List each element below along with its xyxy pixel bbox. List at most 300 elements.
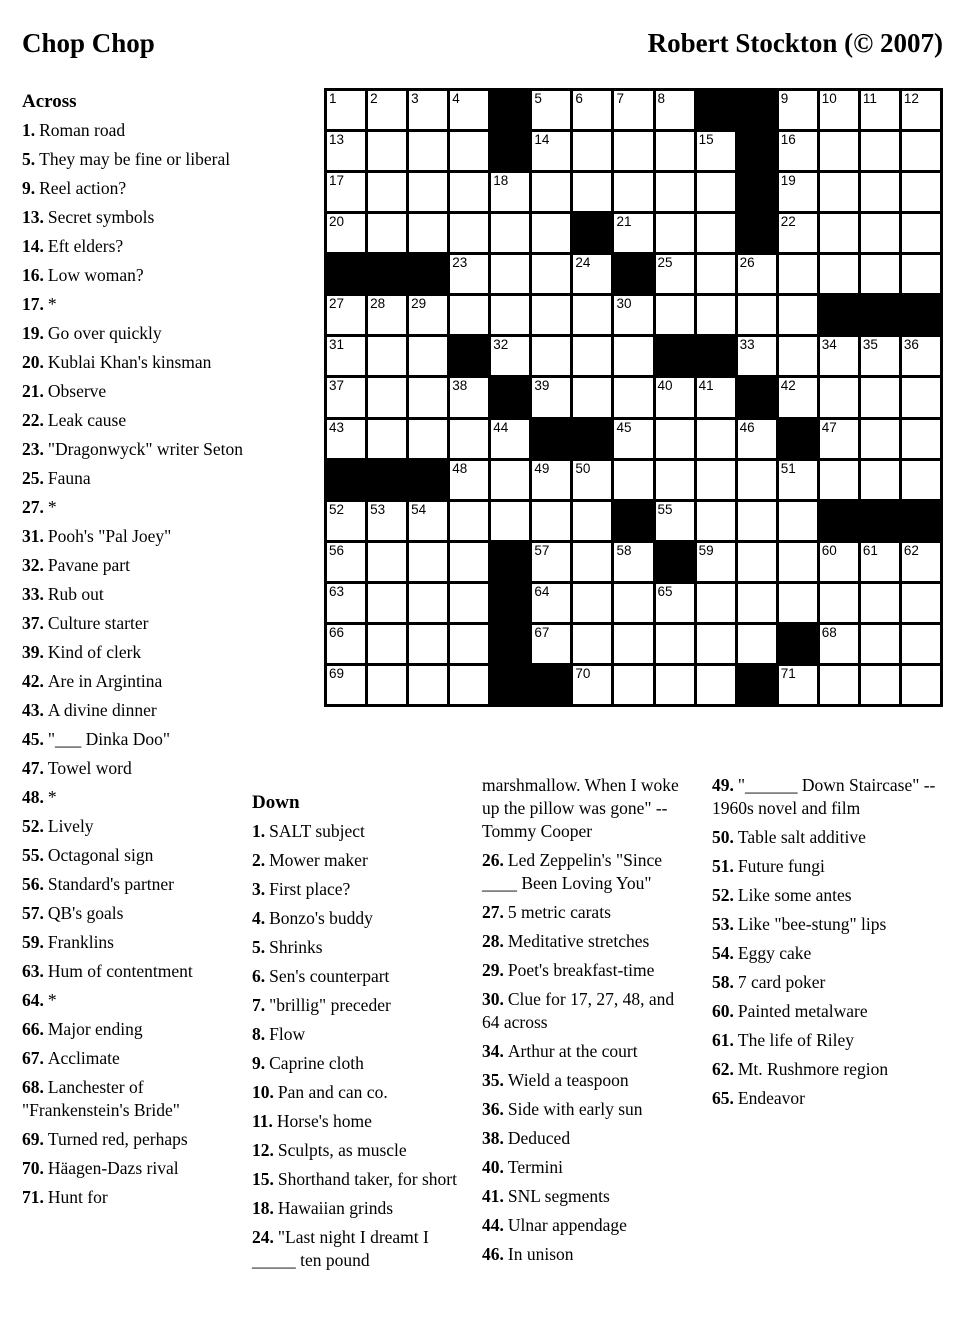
across-clue-68 [22,1076,252,1122]
grid-cell-r9c5[interactable] [491,420,529,458]
down-clue-46 [482,1243,694,1266]
grid-cell-r12c14[interactable] [861,543,899,581]
grid-cell-r2c9[interactable] [656,132,694,170]
grid-cell-r12c4[interactable] [450,543,488,581]
grid-cell-r7c11[interactable] [738,337,776,375]
grid-cell-r7c13[interactable] [820,337,858,375]
grid-cell-r15c3[interactable] [409,666,447,704]
grid-cell-r9c9[interactable] [656,420,694,458]
grid-cell-r7c2[interactable] [368,337,406,375]
down-clue-list-1 [252,820,468,1272]
grid-cell-r6c1[interactable] [327,296,365,334]
grid-cell-r6c8[interactable] [614,296,652,334]
cell-number: 66 [329,624,345,640]
down-clue-list-2 [482,774,694,1266]
grid-cell-r12c13[interactable] [820,543,858,581]
grid-cell-r3c2[interactable] [368,173,406,211]
grid-cell-r15c13[interactable] [820,666,858,704]
clue-number: 36. [482,1099,504,1119]
grid-cell-r6c4[interactable] [450,296,488,334]
cell-number: 59 [698,542,714,558]
grid-cell-r6c11[interactable] [738,296,776,334]
grid-cell-r5c10[interactable] [697,255,735,293]
grid-cell-r13c15[interactable] [902,584,940,622]
grid-cell-r5c13[interactable] [820,255,858,293]
grid-cell-r11c7[interactable] [573,502,611,540]
grid-cell-r6c6[interactable] [532,296,570,334]
grid-cell-r10c7[interactable] [573,461,611,499]
grid-cell-r13c1[interactable] [327,584,365,622]
grid-cell-r11c11[interactable] [738,502,776,540]
clue-number: 40. [482,1157,504,1177]
across-clue-23 [22,438,252,461]
clue-number: 59. [22,932,44,952]
clue-number: 64. [22,990,44,1010]
grid-cell-r4c6[interactable] [532,214,570,252]
down-clue-54 [712,942,944,965]
grid-cell-r13c2[interactable] [368,584,406,622]
grid-cell-r3c15[interactable] [902,173,940,211]
grid-cell-r12c3[interactable] [409,543,447,581]
clue-number: 31. [22,526,44,546]
clue-text: Hum of contentment [47,961,193,981]
grid-cell-r2c12[interactable] [779,132,817,170]
grid-cell-r11c2[interactable] [368,502,406,540]
down-clue-53 [712,913,944,936]
grid-cell-r12c8[interactable] [614,543,652,581]
grid-cell-r3c5[interactable] [491,173,529,211]
down-clue-list-3 [712,774,944,1110]
grid-cell-r4c14[interactable] [861,214,899,252]
grid-cell-r15c1[interactable] [327,666,365,704]
grid-cell-r15c8[interactable] [614,666,652,704]
grid-cell-r13c13[interactable] [820,584,858,622]
grid-cell-r10c12[interactable] [779,461,817,499]
clue-number: 37. [22,613,44,633]
grid-cell-r3c1[interactable] [327,173,365,211]
grid-cell-r5c3 [409,255,447,293]
cell-number: 29 [411,296,427,312]
grid-cell-r5c5[interactable] [491,255,529,293]
across-clue-17 [22,293,252,316]
clue-text: "brillig" preceder [269,995,391,1015]
clue-text: Major ending [47,1019,143,1039]
clue-number: 1. [22,120,36,140]
grid-cell-r7c12[interactable] [779,337,817,375]
grid-cell-r10c9[interactable] [656,461,694,499]
grid-cell-r7c6[interactable] [532,337,570,375]
clue-number: 58. [712,972,734,992]
grid-cell-r5c7[interactable] [573,255,611,293]
grid-cell-r3c13[interactable] [820,173,858,211]
down-clue-60 [712,1000,944,1023]
across-clue-71 [22,1186,252,1209]
grid-cell-r2c1[interactable] [327,132,365,170]
grid-cell-r7c8[interactable] [614,337,652,375]
across-clue-37 [22,612,252,635]
cell-number: 7 [616,91,624,106]
across-clue-39 [22,641,252,664]
grid-cell-r4c8[interactable] [614,214,652,252]
cell-number: 34 [821,337,837,353]
clue-number: 19. [22,323,44,343]
down-clue-62 [712,1058,944,1081]
across-clue-31 [22,525,252,548]
grid-cell-r12c12[interactable] [779,543,817,581]
grid-cell-r5c12[interactable] [779,255,817,293]
cell-number: 30 [616,296,632,312]
grid-cell-r9c11[interactable] [738,420,776,458]
grid-cell-r10c6[interactable] [532,461,570,499]
clue-number: 27. [22,497,44,517]
grid-cell-r6c7[interactable] [573,296,611,334]
down-clue-49 [712,774,944,820]
grid-cell-r7c15[interactable] [902,337,940,375]
grid-cell-r5c4[interactable] [450,255,488,293]
grid-cell-r10c13[interactable] [820,461,858,499]
clue-number: 52. [22,816,44,836]
cell-number: 69 [329,665,345,681]
cell-number: 14 [534,132,550,148]
grid-cell-r15c14[interactable] [861,666,899,704]
grid-cell-r7c9 [656,337,694,375]
grid-cell-r10c10[interactable] [697,461,735,499]
grid-cell-r6c2[interactable] [368,296,406,334]
cell-number: 25 [657,255,673,271]
grid-cell-r5c11[interactable] [738,255,776,293]
clue-text: The life of Riley [737,1030,855,1050]
cell-number: 46 [739,419,755,435]
grid-cell-r3c8[interactable] [614,173,652,211]
grid-cell-r13c5 [491,584,529,622]
grid-cell-r8c13[interactable] [820,378,858,416]
clue-text: * [47,497,57,517]
grid-cell-r4c2[interactable] [368,214,406,252]
grid-cell-r11c9[interactable] [656,502,694,540]
down-clue-29 [482,959,694,982]
down-clue-18 [252,1197,468,1220]
down-clue-4 [252,907,468,930]
grid-cell-r10c14[interactable] [861,461,899,499]
across-clues-column [22,90,252,1215]
across-clue-48 [22,786,252,809]
clue-text: Flow [269,1024,306,1044]
grid-cell-r15c2[interactable] [368,666,406,704]
grid-cell-r3c12[interactable] [779,173,817,211]
down-clue-40 [482,1156,694,1179]
grid-cell-r13c3[interactable] [409,584,447,622]
cell-number: 53 [370,501,386,517]
cell-number: 63 [329,583,345,599]
clue-text: Poet's breakfast-time [507,960,655,980]
grid-cell-r3c9[interactable] [656,173,694,211]
grid-cell-r2c15[interactable] [902,132,940,170]
grid-cell-r4c1[interactable] [327,214,365,252]
grid-cell-r2c10[interactable] [697,132,735,170]
clue-text: Mt. Rushmore region [737,1059,889,1079]
grid-cell-r13c14[interactable] [861,584,899,622]
across-clue-69 [22,1128,252,1151]
grid-cell-r1c13[interactable] [820,91,858,129]
grid-cell-r15c9[interactable] [656,666,694,704]
grid-cell-r8c3[interactable] [409,378,447,416]
grid-cell-r7c3[interactable] [409,337,447,375]
cell-number: 22 [780,214,796,230]
grid-cell-r1c6[interactable] [532,91,570,129]
grid-cell-r13c10[interactable] [697,584,735,622]
grid-cell-r7c1[interactable] [327,337,365,375]
grid-cell-r4c3[interactable] [409,214,447,252]
grid-cell-r8c5 [491,378,529,416]
down-header: Down [252,792,300,813]
clue-text: Roman road [39,120,126,140]
cell-number: 5 [534,91,542,106]
cell-number: 12 [903,91,919,106]
grid-cell-r12c1[interactable] [327,543,365,581]
grid-cell-r1c8[interactable] [614,91,652,129]
grid-cell-r7c14[interactable] [861,337,899,375]
grid-cell-r4c12[interactable] [779,214,817,252]
clue-text: Low woman? [47,265,144,285]
grid-cell-r15c4[interactable] [450,666,488,704]
cell-number: 68 [821,624,837,640]
puzzle-byline: Robert Stockton (© 2007) [647,28,943,58]
grid-cell-r2c8[interactable] [614,132,652,170]
grid-cell-r15c12[interactable] [779,666,817,704]
grid-cell-r14c1[interactable] [327,625,365,663]
clue-number: 60. [712,1001,734,1021]
grid-cell-r9c3[interactable] [409,420,447,458]
cell-number: 39 [534,378,550,394]
grid-cell-r1c4[interactable] [450,91,488,129]
grid-cell-r6c3[interactable] [409,296,447,334]
grid-cell-r1c1[interactable] [327,91,365,129]
grid-cell-r4c4[interactable] [450,214,488,252]
across-clue-43 [22,699,252,722]
grid-cell-r4c9[interactable] [656,214,694,252]
clue-text: Shorthand taker, for short [277,1169,457,1189]
grid-cell-r3c4[interactable] [450,173,488,211]
grid-cell-r12c6[interactable] [532,543,570,581]
cell-number: 57 [534,542,550,558]
clue-number: 34. [482,1041,504,1061]
grid-cell-r11c5[interactable] [491,502,529,540]
grid-cell-r9c2[interactable] [368,420,406,458]
grid-cell-r4c10[interactable] [697,214,735,252]
grid-cell-r11c6[interactable] [532,502,570,540]
cell-number: 23 [452,255,468,271]
grid-cell-r5c6[interactable] [532,255,570,293]
grid-cell-r9c10[interactable] [697,420,735,458]
grid-cell-r14c2[interactable] [368,625,406,663]
grid-cell-r13c9[interactable] [656,584,694,622]
grid-cell-r12c10[interactable] [697,543,735,581]
grid-cell-r11c3[interactable] [409,502,447,540]
grid-cell-r7c7[interactable] [573,337,611,375]
down-clue-50 [712,826,944,849]
grid-cell-r12c15[interactable] [902,543,940,581]
grid-cell-r4c13[interactable] [820,214,858,252]
grid-cell-r4c5[interactable] [491,214,529,252]
grid-cell-r3c3[interactable] [409,173,447,211]
grid-cell-r8c12[interactable] [779,378,817,416]
grid-cell-r15c11 [738,666,776,704]
across-clue-63 [22,960,252,983]
clue-text: * [47,990,57,1010]
grid-cell-r1c15[interactable] [902,91,940,129]
grid-cell-r14c6[interactable] [532,625,570,663]
grid-cell-r6c12[interactable] [779,296,817,334]
grid-cell-r9c8[interactable] [614,420,652,458]
grid-cell-r10c3 [409,461,447,499]
grid-cell-r6c5[interactable] [491,296,529,334]
grid-cell-r13c11[interactable] [738,584,776,622]
grid-cell-r8c15[interactable] [902,378,940,416]
grid-cell-r8c10[interactable] [697,378,735,416]
puzzle-title: Chop Chop [22,28,155,58]
clue-text: Future fungi [737,856,825,876]
clue-text: Led Zeppelin's "Since ____ Been Loving You" [482,850,663,893]
grid-cell-r14c14[interactable] [861,625,899,663]
grid-cell-r10c15[interactable] [902,461,940,499]
grid-cell-r15c10[interactable] [697,666,735,704]
clue-number: 3. [252,879,266,899]
grid-cell-r7c4 [450,337,488,375]
grid-cell-r14c15[interactable] [902,625,940,663]
grid-cell-r13c8[interactable] [614,584,652,622]
cell-number: 44 [493,419,509,435]
grid-cell-r9c13[interactable] [820,420,858,458]
grid-cell-r15c7[interactable] [573,666,611,704]
grid-cell-r3c10[interactable] [697,173,735,211]
clue-number: 12. [252,1140,274,1160]
grid-cell-r9c4[interactable] [450,420,488,458]
cell-number: 19 [780,173,796,189]
grid-cell-r13c12[interactable] [779,584,817,622]
down-clue-30 [482,988,694,1034]
grid-cell-r10c8[interactable] [614,461,652,499]
down-clue-65 [712,1087,944,1110]
grid-cell-r2c14[interactable] [861,132,899,170]
clue-text: Go over quickly [47,323,162,343]
grid-cell-r1c14[interactable] [861,91,899,129]
grid-cell-r6c10[interactable] [697,296,735,334]
grid-cell-r13c6[interactable] [532,584,570,622]
grid-cell-r1c9[interactable] [656,91,694,129]
grid-cell-r14c9[interactable] [656,625,694,663]
grid-cell-r12c7[interactable] [573,543,611,581]
clue-number: 46. [482,1244,504,1264]
grid-cell-r1c2[interactable] [368,91,406,129]
grid-cell-r9c1[interactable] [327,420,365,458]
grid-cell-r3c14[interactable] [861,173,899,211]
grid-cell-r13c7[interactable] [573,584,611,622]
clue-number: 30. [482,989,504,1009]
grid-cell-r2c4[interactable] [450,132,488,170]
grid-cell-r8c9[interactable] [656,378,694,416]
grid-cell-r14c3[interactable] [409,625,447,663]
grid-cell-r11c13 [820,502,858,540]
grid-cell-r14c10[interactable] [697,625,735,663]
grid-cell-r10c11[interactable] [738,461,776,499]
grid-cell-r15c15[interactable] [902,666,940,704]
grid-cell-r4c7 [573,214,611,252]
clue-text: Table salt additive [737,827,866,847]
across-clue-45 [22,728,252,751]
down-clue-10 [252,1081,468,1104]
cell-number: 17 [329,173,345,189]
grid-cell-r11c4[interactable] [450,502,488,540]
grid-cell-r8c7[interactable] [573,378,611,416]
grid-cell-r11c12[interactable] [779,502,817,540]
grid-cell-r14c4[interactable] [450,625,488,663]
grid-cell-r6c9[interactable] [656,296,694,334]
grid-cell-r11c1[interactable] [327,502,365,540]
clue-number: 18. [252,1198,274,1218]
across-clue-21 [22,380,252,403]
grid-cell-r1c12[interactable] [779,91,817,129]
grid-cell-r2c6[interactable] [532,132,570,170]
grid-cell-r2c3[interactable] [409,132,447,170]
grid-cell-r1c3[interactable] [409,91,447,129]
grid-cell-r9c15[interactable] [902,420,940,458]
down-clue-6 [252,965,468,988]
grid-cell-r13c4[interactable] [450,584,488,622]
clue-number: 53. [712,914,734,934]
grid-cell-r8c2[interactable] [368,378,406,416]
cell-number: 54 [411,501,427,517]
grid-cell-r1c7[interactable] [573,91,611,129]
cell-number: 32 [493,337,509,353]
cell-number: 4 [452,91,460,106]
cell-number: 35 [862,337,878,353]
clue-number: 45. [22,729,44,749]
grid-cell-r3c7[interactable] [573,173,611,211]
grid-cell-r2c13[interactable] [820,132,858,170]
grid-cell-r5c9[interactable] [656,255,694,293]
grid-cell-r10c5[interactable] [491,461,529,499]
grid-cell-r4c15[interactable] [902,214,940,252]
grid-cell-r9c14[interactable] [861,420,899,458]
grid-cell-r8c4[interactable] [450,378,488,416]
grid-cell-r12c2[interactable] [368,543,406,581]
grid-cell-r11c10[interactable] [697,502,735,540]
grid-cell-r5c14[interactable] [861,255,899,293]
clue-number: 43. [22,700,44,720]
grid-cell-r12c11[interactable] [738,543,776,581]
clue-number: 28. [482,931,504,951]
grid-cell-r8c8[interactable] [614,378,652,416]
grid-cell-r3c6[interactable] [532,173,570,211]
grid-cell-r8c1[interactable] [327,378,365,416]
grid-cell-r1c10 [697,91,735,129]
grid-cell-r7c5[interactable] [491,337,529,375]
grid-cell-r2c7[interactable] [573,132,611,170]
grid-cell-r10c4[interactable] [450,461,488,499]
clue-text: SNL segments [507,1186,610,1206]
grid-cell-r8c14[interactable] [861,378,899,416]
grid-cell-r14c8[interactable] [614,625,652,663]
grid-cell-r8c6[interactable] [532,378,570,416]
grid-cell-r14c7[interactable] [573,625,611,663]
grid-cell-r14c13[interactable] [820,625,858,663]
down-clue-15 [252,1168,468,1191]
grid-cell-r14c11[interactable] [738,625,776,663]
down-clue-5 [252,936,468,959]
grid-cell-r2c2[interactable] [368,132,406,170]
clue-text: Shrinks [269,937,323,957]
grid-cell-r5c15[interactable] [902,255,940,293]
